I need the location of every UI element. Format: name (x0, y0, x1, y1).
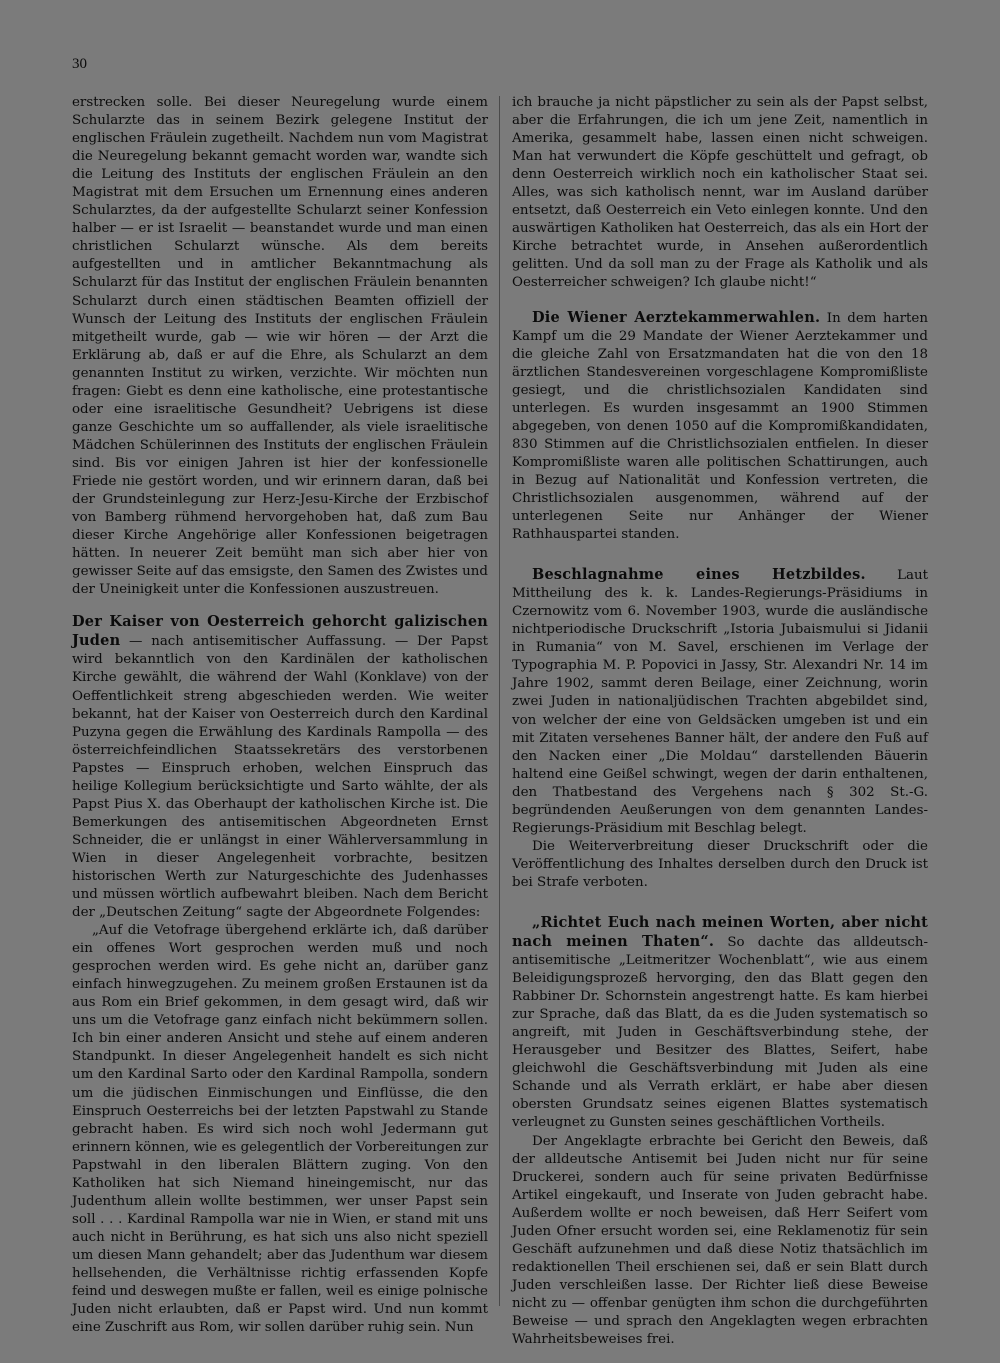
article-paragraph (72, 613, 488, 922)
article-paragraph (512, 566, 928, 838)
article-continuation: erstrecken solle. Bei dieser Neuregelung wurde einem Schularzte das in seinem Bezirk gelegene Institut der englischen Fräulein zugetheilt. Nachdem nun vom Magistrat die Neuregelung bekannt gemacht worden war, wandte sich die Leitung des Instituts der englischen Fräulein an den Magistrat mit dem Ersuchen um Ernennung eines anderen Schularztes, da der aufgestellte Schularzt seiner Konfession halber — er ist Israelit — beanstandet wurde und man einen christlichen Schularzt wünsche. Als dem bereits aufgestellten und in amtlicher Bekanntmachung als Schularzt für das Institut der englischen Fräulein benannten Schularzt durch einen städtischen Beamten offiziell der Wunsch der Leitung des Instituts der englischen Fräulein mitgetheilt wurde, gab — wie wir hören — der Arzt die Erklärung ab, daß er auf die Ehre, als Schularzt an dem genannten Institut zu wirken, verzichte. Wir möchten nun fragen: Giebt es denn eine katholische, eine protestantische oder eine israelitische Gesundheit? Uebrigens ist diese ganze Geschichte um so auffallender, als viele israelitische Mädchen Schülerinnen des Instituts der englischen Fräulein sind. Bis vor einigen Jahren ist hier der konfessionelle Friede nie gestört worden, und wir erinnern daran, daß bei der Grundsteinlegung zur Herz-Jesu-Kirche der Erzbischof von Bamberg rühmend hervorgehoben hat, daß zum Bau dieser Kirche Angehörige aller Konfessionen beigetragen hätten. In neuerer Zeit bemüht man sich aber hier von gewisser Seite auf das emsigste, den Samen des Zwistes und der Uneinigkeit unter die Konfessionen auszustreuen. (72, 95, 488, 598)
article-paragraph (512, 309, 928, 545)
article-heading: „Richtet Euch nach meinen Worten, aber nicht nach meinen Thaten“. (512, 913, 928, 951)
article-wiener-aerztekammerwahlen (512, 309, 928, 545)
article-paragraph: Der Angeklagte erbrachte bei Gericht den Beweis, daß der alldeutsche Antisemit bei Juden nicht nur für seine Druckerei, sondern auch für seine privaten Bedürfnisse Artikel eingekauft, und Inserate von Juden gebracht habe. Außerdem wollte er noch beweisen, daß Herr Seifert vom Juden Ofner ersucht worden sei, eine Reklamenotiz für sein Geschäft aufzunehmen und daß diese Notiz thatsächlich im redaktionellen Theil erschienen sei, daß er sein Blatt durch Juden verschleißen lasse. Der Richter ließ diese Beweise nicht zu — offenbar genügten ihm schon die durchgeführten Beweise — und sprach den Angeklagten wegen erbrachten Wahrheitsbeweises frei. (512, 1133, 928, 1348)
article-heading: Die Wiener Aerztekammerwahlen. (532, 308, 821, 326)
article-text: Laut Mittheilung des k. k. Landes-Regierungs-Präsidiums in Czernowitz vom 6. November 1903, wurde die ausländische nichtperiodische Druckschrift „Istoria Jubaismului si Jidanii in Rumania“ von M. Savel, erschienen im Verlage der Typographia M. P. Popovici in Jassy, Str. Alexandri Nr. 14 im Jahre 1902, sammt deren Beilage, einer Zeichnung, worin zwei Juden in nationaljüdischen Trachten abgebildet sind, von welcher der eine von Geldsäcken umgeben ist und ein mit Zitaten versehenes Banner hält, der andere den Fuß auf den Nacken einer „Die Moldau“ darstellenden Bäuerin haltend eine Geißel schwingt, wegen der darin enthaltenen, den Thatbestand des Vergehens nach § 302 St.-G. begründenden Aeußerungen von dem genannten Landes-Regierungs-Präsidium mit Beschlag belegt. (512, 568, 929, 836)
quote-continuation: ich brauche ja nicht päpstlicher zu sein als der Papst selbst, aber die Erfahrungen, die ich um jene Zeit, namentlich in Amerika, gesammelt habe, lassen einen nicht schweigen. Man hat verwundert die Köpfe geschüttelt und gefragt, ob denn Oesterreich wirklich noch ein katholischer Staat sei. Alles, was sich katholisch nennt, war im Ausland darüber entsetzt, daß Oesterreich ein Veto einlegen konnte. Und den auswärtigen Katholiken hat Oesterreich, das als ein Hort der Kirche betrachtet wurde, in Ansehen außerordentlich gelitten. Und da soll man zu der Frage als Katholik und als Oesterreicher schweigen? Ich glaube nicht!“ (512, 95, 928, 291)
right-column (512, 94, 928, 1349)
article-text: So dachte das alldeutsch-antisemitische „Leitmeritzer Wochenblatt“, wie aus einem Beleidigungsprozeß hervorging, den das Blatt gegen den Rabbiner Dr. Schornstein angestrengt hatte. Es kam hierbei zur Sprache, daß das Blatt, da es die Juden systematisch so angreift, mit Juden in Geschäftsverbindung stehe, der Herausgeber und Besitzer des Blattes, Seifert, habe gleichwohl die Geschäftsverbindung mit Juden als eine Schande und als Verrath erklärt, er habe aber diesen obersten Grundsatz seines eigenen Blattes systematisch verleugnet zu Gunsten seines geschäftlichen Vortheils. (512, 935, 928, 1131)
article-text: In dem harten Kampf um die 29 Mandate der Wiener Aerztekammer und die gleiche Zahl von Ersatzmandaten hat die von den 18 ärztlichen Standesvereinen vorgeschlagene Kompromißliste gesiegt, und die christlichsozialen Kandidaten sind unterlegen. Es wurden insgesammt an 1900 Stimmen abgegeben, von denen 1050 auf die Kompromißkandidaten, 830 Stimmen auf die Christlichsozialen entfielen. In dieser Kompromißliste waren alle politischen Schattirungen, auch in Bezug auf Nationalität und Konfession vertreten, die Christlichsozialen ausgenommen, während auf der unterlegenen Seite nur Anhänger der Wiener Rathhauspartei standen. (512, 310, 928, 543)
left-column (72, 94, 488, 1337)
article-quote: „Auf die Vetofrage übergehend erklärte ich, daß darüber ein offenes Wort gesprochen werden muß und noch gesprochen werden wird. Es gehe nicht an, darüber ganz einfach hinwegzugehen. Zu meinem großen Erstaunen ist da aus Rom ein Brief gekommen, in dem gesagt wird, daß wir uns um die Vetofrage ganz einfach nicht bekümmern sollen. Ich bin einer anderen Ansicht und stehe auf einem anderen Standpunkt. In dieser Angelegenheit handelt es sich nicht um den Kardinal Sarto oder den Kardinal Rampolla, sondern um die jüdischen Einmischungen und Einflüsse, die den Einspruch Oesterreichs bei der letzten Papstwahl zu Stande gebracht haben. Es wird sich noch wohl Jedermann gut erinnern können, wie es gelegentlich der Vorbereitungen zur Papstwahl in den liberalen Blättern zuging. Von den Katholiken hat sich Niemand hineingemischt, nur das Judenthum allein wollte bestimmen, wer unser Papst sein soll . . . Kardinal Rampolla war nie in Wien, er stand mit uns auch nicht in Berührung, es hat sich uns also nicht speziell um diesen Mann gehandelt; aber das Judenthum war diesem hellsehenden, die Verhältnisse richtig erfassenden Kopfe feind und deswegen mußte er fallen, weil es einige polnische Juden nicht erlaubten, daß er Papst wird. Und nun kommt eine Zuschrift aus Rom, wir sollen darüber ruhig sein. Nun (72, 923, 488, 1336)
article-kaiser-von-oesterreich (72, 613, 488, 1337)
page-number: 30 (72, 56, 87, 72)
article-paragraph (512, 914, 928, 1133)
column-divider (499, 96, 500, 1306)
article-lead-text: — nach antisemitischer Auffassung. — Der Papst wird bekanntlich von den Kardinälen der katholischen Kirche gewählt, die während der Wahl (Konklave) von der Oeffentlichkeit streng abgeschieden werden. Wie weiter bekannt, hat der Kaiser von Oesterreich durch den Kardinal Puzyna gegen die Erwählung des Kardinals Rampolla — des österreichfeindlichen Staatssekretärs des verstorbenen Papstes — Einspruch erhoben, welchen Einspruch das heilige Kollegium berücksichtigte und Sarto wählte, der als Papst Pius X. das Oberhaupt der katholischen Kirche ist. Die Bemerkungen des antisemitischen Abgeordneten Ernst Schneider, die er unlängst in einer Wählerversammlung in Wien in dieser Angelegenheit vorbrachte, besitzen historischen Werth zur Naturgeschichte des Judenhasses und müssen wörtlich aufbewahrt bleiben. Nach dem Bericht der „Deutschen Zeitung“ sagte der Abgeordnete Folgendes: (72, 634, 488, 921)
article-heading: Beschlagnahme eines Hetzbildes. (532, 566, 866, 584)
article-richtet-euch (512, 914, 928, 1349)
article-beschlagnahme (512, 566, 928, 892)
article-heading: Der Kaiser von Oesterreich gehorcht galizischen Juden (72, 613, 488, 650)
article-paragraph: Die Weiterverbreitung dieser Druckschrift oder die Veröffentlichung des Inhaltes derselben durch den Druck ist bei Strafe verboten. (512, 838, 928, 890)
